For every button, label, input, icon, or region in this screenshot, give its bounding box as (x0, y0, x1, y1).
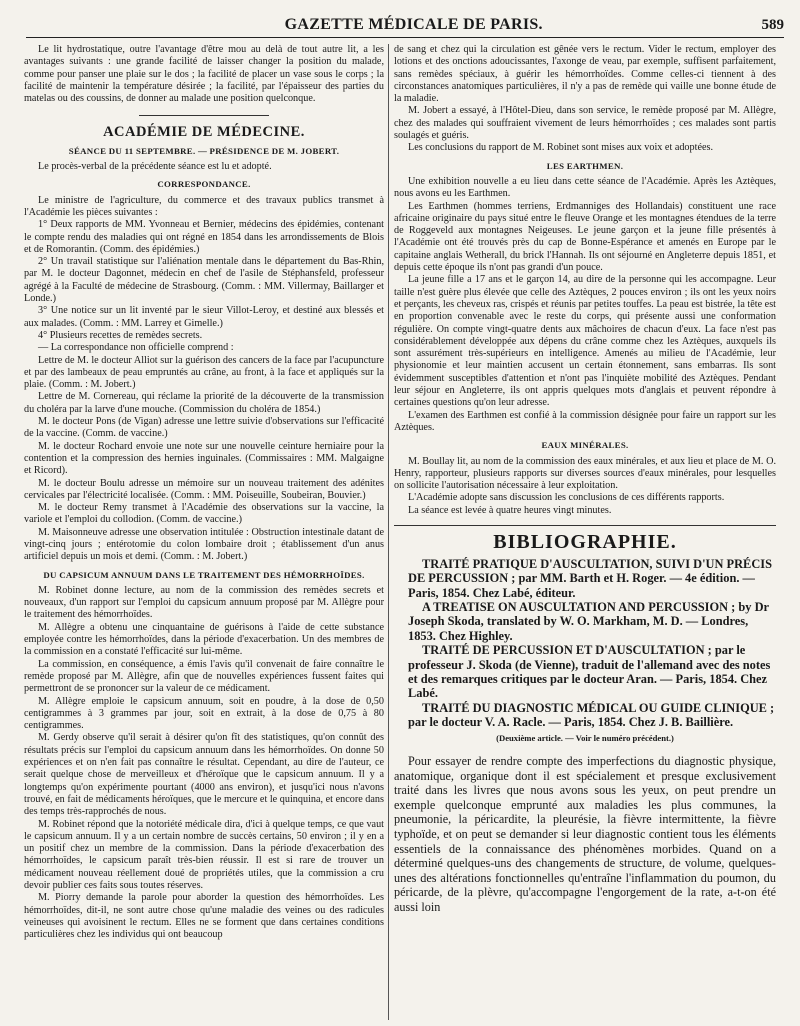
earthmen-title: LES EARTHMEN. (546, 160, 624, 171)
paragraph: M. le docteur Boulu adresse un mémoire sur un nouveau traitement des adénites cervicales par l'électricité localisée. (Comm. : MM. Poiseuille, Soubeiran, Bouvier.) (24, 477, 384, 501)
journal-title: GAZETTE MÉDICALE DE PARIS. (284, 16, 543, 33)
paragraph: M. Jobert a essayé, à l'Hôtel-Dieu, dans son service, le remède proposé par M. Allègre, chez des malades qui souffraient vivement de leurs hémorrhoïdes ; ces malades sont partis soulagés et guéris. (394, 105, 776, 142)
paragraph: M. le docteur Pons (de Vigan) adresse une lettre suivie d'observations sur l'efficacité de la vaccine. (Comm. de vaccine.) (24, 416, 384, 440)
paragraph: M. le docteur Rochard envoie une note sur une nouvelle ceinture herniaire pour la contention et la compression des hernies inguinales. (Commissaires : MM. Malgaigne et Ricord). (24, 440, 384, 477)
left-column (24, 44, 384, 941)
paragraph: 2° Un travail statistique sur l'aliénation mentale dans le département du Bas-Rhin, par M. le docteur Dagonnet, médecin en chef de l'asile de Stéphansfeld, professeur agrégé à la Faculté de médecine de Strasbourg. (Comm. : MM. Villermay, Baillarger et Londe.) (24, 256, 384, 305)
paragraph: Une exhibition nouvelle a eu lieu dans cette séance de l'Académie. Après les Aztèques, nous avons eu les Earthmen. (394, 175, 776, 200)
intro-paragraph: Le lit hydrostatique, outre l'avantage d'être mou au delà de tout autre lit, a les avantages suivants : une grande facilité de laisser changer la position du malade, comme pour panser une plaie sur le dos ; la facilité de placer un vase sous le corps ; la facilité de maintenir la température désirée ; la facilité, par l'épaisseur des parties du matelas ou des coussins, de donner au malade une position quelconque. (24, 44, 384, 105)
paragraph: La jeune fille a 17 ans et le garçon 14, au dire de la personne qui les accompagne. Leur taille n'est guère plus élevée que celle des Aztèques, 2 pouces environ ; ils ont les yeux noirs et perçants, les cheveux ras, crispés et réunis par petites touffes. La peau est bistrée, la tête est en proportion convenable avec le reste du corps, qui présente aussi une conformation régulière. On compte vingt-quatre dents aux mâchoires de chacun d'eux. La face n'est pas considérablement développée aux dépens du crâne comme chez les Aztèques, auxquels ils sont assurément très-supérieurs en intelligence. Amenés au milieu de l'Académie, leur physionomie et leur maintien accusent un certain étonnement, sans embarras. Ils sont évidemment susceptibles d'attention et n'ont pas l'inquiète mobilité des Aztèques. Pendant leur séjour en Angleterre, ils ont appris quelques mots d'anglais et peuvent répondre à certaines questions qu'on leur adresse. (394, 274, 776, 409)
paragraph: — La correspondance non officielle comprend : (38, 342, 234, 354)
paragraph: M. Allègre emploie le capsicum annuum, soit en poudre, à la dose de 0,50 centigrammes à 3 grammes par jour, soit en extrait, à la dose de 0,75 à 80 centigrammes. (24, 695, 384, 732)
correspondance-title: CORRESPONDANCE. (157, 179, 251, 190)
proces-verbal: Le procès-verbal de la précédente séance est lu et adopté. (38, 161, 272, 173)
paragraph: Les Earthmen (hommes terriens, Erdmanniges des Hollandais) constituent une race africaine originaire du pays situé entre le fleuve Orange et les montagnes étendues de la terre de Roggeveld aux montagnes Neigeuses. Le jeune garçon et la jeune fille présentés à l'Académie ont été trouvés près du cap de Bonne-Espérance et amenés en Europe par le capitaine anglais Wetherall, du brick l'Hannah. Ils ont séjourné en Angleterre depuis 1851, et depuis cette époque ils n'ont pas grandi d'un pouce. (394, 200, 776, 274)
column-divider (388, 44, 389, 1020)
paragraph: M. Maisonneuve adresse une observation intitulée : Obstruction intestinale datant de vingt-cinq jours ; entérotomie du colon lombaire droit ; établissement d'un anus artificiel depuis un mois et demi. (Comm. : M. Jobert.) (24, 526, 384, 563)
bibliography-entry: TRAITÉ DE PERCUSSION ET D'AUSCULTATION ; par le professeur J. Skoda (de Vienne), traduit de l'allemand avec des notes et des remarques critiques par le docteur Aran. — Paris, 1854. Chez Labé. (408, 643, 771, 701)
eaux-minerales-title: EAUX MINÉRALES. (541, 440, 629, 451)
paragraph: de sang et chez qui la circulation est gênée vers le rectum. Vider le rectum, employer des lotions et des onctions adoucissantes, l'axonge de veau, par exemple, suffisent parfaitement, sans remèdes spéciaux, à guérir les hémorrhoïdes. Comme celles-ci tiennent à des circonstances anatomiques particulières, il n'y a pas de remède qui vaille une bonne étude de la maladie. (394, 44, 776, 105)
bibliography-entry: TRAITÉ DU DIAGNOSTIC MÉDICAL OU GUIDE CLINIQUE ; par le docteur V. A. Racle. — Paris, 1854. Chez J. B. Baillière. (408, 700, 775, 730)
right-column (394, 44, 776, 914)
page-number: 589 (761, 17, 784, 33)
paragraph: La commission, en conséquence, a émis l'avis qu'il convenait de faire connaître le remède proposé par M. Allègre, afin que de nouvelles expériences fussent faites qui permettront de se prononcer sur la valeur de ce médicament. (24, 658, 384, 695)
paragraph: M. Piorry demande la parole pour aborder la question des hémorrhoïdes. Les hémorrhoïdes, dit-il, ne sont autre chose qu'une maladie des veines ou des radicules veineuses qui avoisinent le rectum. Elles ne se forment que dans certaines conditions particulières chez les individus qui ont beaucoup (24, 892, 384, 941)
paragraph: M. Robinet répond que la notoriété médicale dira, d'ici à quelque temps, ce que vaut le capsicum annuum. Il y a un certain nombre de succès certains, 50 environ ; il y en a un positif chez un membre de la commission. Dans la période d'exacerbation des hémorrhoïdes, le capsicum paraît très-bien réussir. Il est si rare de trouver un médicament nouveau réellement doué de propriétés utiles, que la commission a cru devoir publier ces faits sous toutes réserves. (24, 818, 384, 891)
paragraph: 3° Une notice sur un lit inventé par le sieur Villot-Leroy, et destiné aux blessés et aux malades. (Comm. : MM. Larrey et Gimelle.) (24, 305, 384, 329)
session-line: SÉANCE DU 11 SEPTEMBRE. — PRÉSIDENCE DE M. JOBERT. (68, 145, 340, 156)
bibliography-entry: TRAITÉ PRATIQUE D'AUSCULTATION, SUIVI D'UN PRÉCIS DE PERCUSSION ; par MM. Barth et H. Roger. — 4e édition. — Paris, 1854. Chez Labé, éditeur. (408, 556, 772, 600)
paragraph: Lettre de M. Cornereau, qui réclame la priorité de la découverte de la transmission du choléra par la larve d'une mouche. (Commission du choléra de 1854.) (24, 391, 384, 415)
paragraph: 1° Deux rapports de MM. Yvonneau et Bernier, médecins des épidémies, contenant le compte rendu des maladies qui ont régné en 1854 dans les arrondissements de Blois et de Romorantin. (Comm. des épidémies.) (24, 219, 384, 255)
paragraph: M. le docteur Remy transmet à l'Académie des observations sur la vaccine, la variole et l'emploi du collodion. (Comm. de vaccine.) (24, 502, 384, 526)
page-header (26, 12, 784, 38)
bibliography-entry: A TREATISE ON AUSCULTATION AND PERCUSSION ; by Dr Joseph Skoda, translated by W. O. Markham, M. D. — Londres, 1853. Chez Highley. (408, 600, 769, 643)
paragraph: La séance est levée à quatre heures vingt minutes. (408, 504, 612, 516)
capsicum-title: DU CAPSICUM ANNUUM DANS LE TRAITEMENT DES HÉMORRHOÏDES. (43, 569, 365, 580)
paragraph: Pour essayer de rendre compte des imperfections du diagnostic physique, anatomique, organique dont il est spécialement et presque exclusivement traité dans les livres que nous avons sous les yeux, on peut prendre un exemple quelconque emprunté aux maladies les plus communes, la pneumonie, la péricardite, la pleurésie, la fièvre intermittente, la fièvre typhoïde, et on peut se demander si leur diagnostic contient tous les éléments essentiels de la connaissance des phénomènes morbides. Quand on a déterminé quelques-uns des changements de structure, de volume, quelques-unes des altérations fonctionnelles qu'entraîne l'inflammation du poumon, du péricarde, de la plèvre, qu'accompagne l'engorgement de la rate, a-t-on été aussi loin (394, 753, 776, 914)
section-title: ACADÉMIE DE MÉDECINE. (103, 124, 305, 141)
paragraph: 4° Plusieurs recettes de remèdes secrets. (38, 329, 203, 341)
paragraph: L'Académie adopte sans discussion les conclusions de ces différents rapports. (408, 492, 725, 504)
paragraph: Lettre de M. le docteur Alliot sur la guérison des cancers de la face par l'acupuncture et par des lambeaux de peau empruntés au crâne, au front, à la face et appliqués sur la plaie. (Comm. : M. Jobert.) (24, 354, 384, 391)
paragraph: M. Allègre a obtenu une cinquantaine de guérisons à l'aide de cette substance employée contre les hémorrhoïdes, dans la période d'exacerbation. Un des membres de la commission en a constaté l'efficacité sur lui-même. (24, 621, 384, 658)
paragraph: M. Gerdy observe qu'il serait à désirer qu'on fît des statistiques, qu'on connût des résultats précis sur l'emploi du capsicum annuum dans les hémorrhoïdes. On donne 50 expériences et on n'en fait pas connaître le résultat. Cependant, au dire de l'auteur, ce serait quelque chose de merveilleux et d'héroïque que le capsicum annuum. Il y a longtemps qu'on expérimente pourtant (4000 ans environ), et jusqu'ici nous n'avons trouvé, en fait de médicaments héroïques, que le mercure et le quinquina, et encore dans des temps très-rapprochés de nous. (24, 732, 384, 818)
section-rule (139, 115, 269, 116)
final-section (394, 754, 776, 915)
paragraph: Les conclusions du rapport de M. Robinet sont mises aux voix et adoptées. (408, 142, 714, 154)
paragraph: L'examen des Earthmen est confié à la commission désignée pour faire un rapport sur les Aztèques. (394, 409, 776, 433)
paragraph: M. Boullay lit, au nom de la commission des eaux minérales, et aux lieu et place de M. O. Henry, rapporteur, plusieurs rapports sur diverses sources d'eaux minérales, pour lesquelles on sollicite l'autorisation nécessaire à leur exploitation. (394, 455, 776, 492)
section-rule (394, 525, 776, 527)
bibliographie-title: BIBLIOGRAPHIE. (493, 531, 677, 554)
article-note: (Deuxième article. — Voir le numéro précédent.) (496, 732, 674, 743)
paragraph: M. Robinet donne lecture, au nom de la commission des remèdes secrets et nouveaux, d'un rapport sur l'emploi du capsicum annuum proposé par M. Allègre pour le traitement des hémorrhoïdes. (24, 584, 384, 621)
paragraph: Le ministre de l'agriculture, du commerce et des travaux publics transmet à l'Académie les pièces suivantes : (24, 194, 384, 218)
